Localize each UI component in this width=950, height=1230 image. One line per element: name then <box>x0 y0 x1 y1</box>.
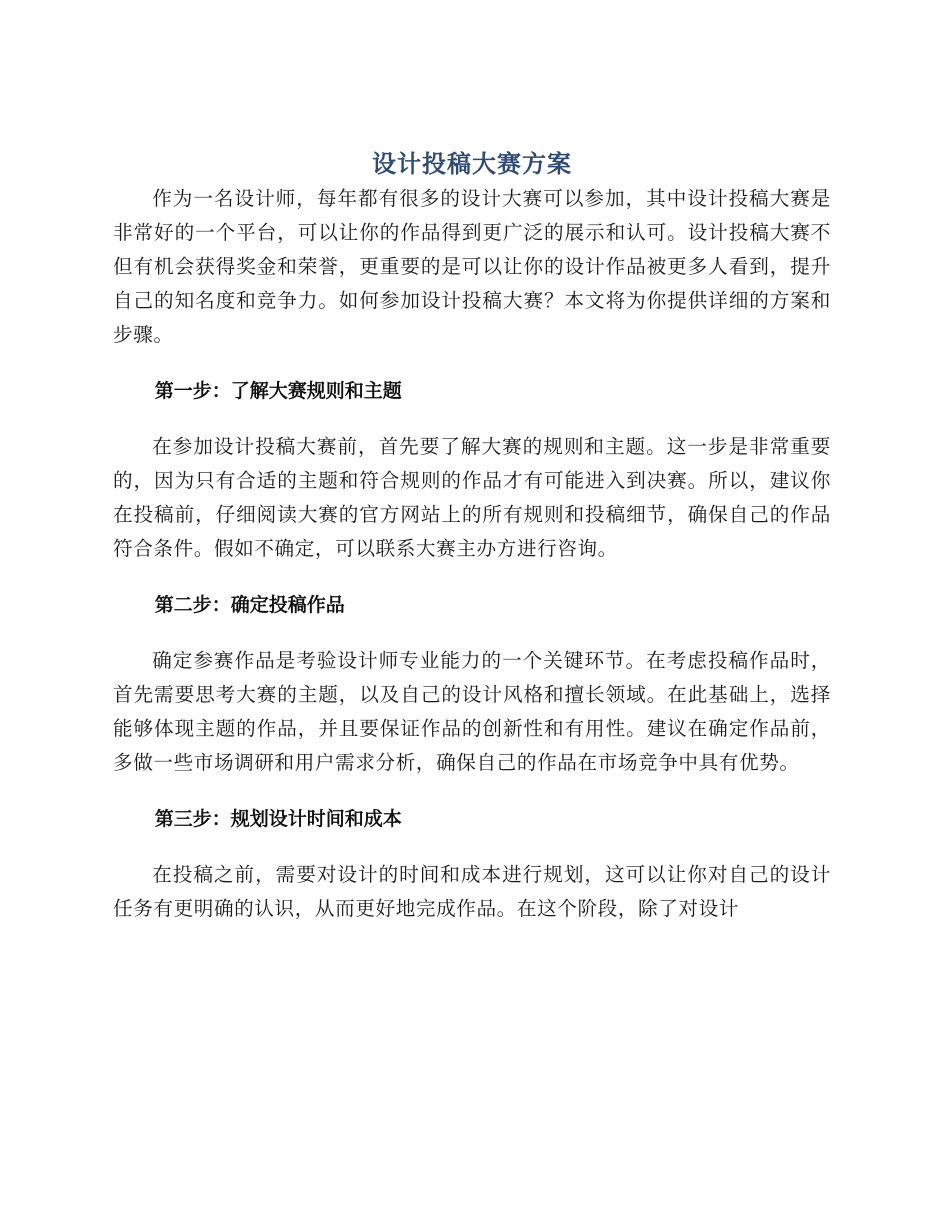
section-body-step-3: 在投稿之前，需要对设计的时间和成本进行规划，这可以让你对自己的设计任务有更明确的认识，从而更好地完成作品。在这个阶段，除了对设计 <box>113 863 831 920</box>
intro-paragraph: 作为一名设计师，每年都有很多的设计大赛可以参加，其中设计投稿大赛是非常好的一个平台，可以让你的作品得到更广泛的展示和认可。设计投稿大赛不但有机会获得奖金和荣誉，更重要的是可以让你的设计作品被更多人看到，提升自己的知名度和竞争力。如何参加设计投稿大赛？本文将为你提供详细的方案和步骤。 <box>113 187 831 346</box>
section-body-step-1: 在参加设计投稿大赛前，首先要了解大赛的规则和主题。这一步是非常重要的，因为只有合适的主题和符合规则的作品才有可能进入到决赛。所以，建议你在投稿前，仔细阅读大赛的官方网站上的所有规则和投稿细节，确保自己的作品符合条件。假如不确定，可以联系大赛主办方进行咨询。 <box>113 435 831 560</box>
section-heading-step-3: 第三步：规划设计时间和成本 <box>154 808 402 830</box>
document-title: 设计投稿大赛方案 <box>372 150 572 178</box>
section-heading-step-2: 第二步：确定投稿作品 <box>154 594 345 616</box>
section-body-step-2: 确定参赛作品是考验设计师专业能力的一个关键环节。在考虑投稿作品时，首先需要思考大赛的主题，以及自己的设计风格和擅长领域。在此基础上，选择能够体现主题的作品，并且要保证作品的创新性和有用性。建议在确定作品前，多做一些市场调研和用户需求分析，确保自己的作品在市场竞争中具有优势。 <box>113 649 831 774</box>
section-heading-step-1: 第一步：了解大赛规则和主题 <box>154 380 402 402</box>
document-content <box>113 146 831 926</box>
